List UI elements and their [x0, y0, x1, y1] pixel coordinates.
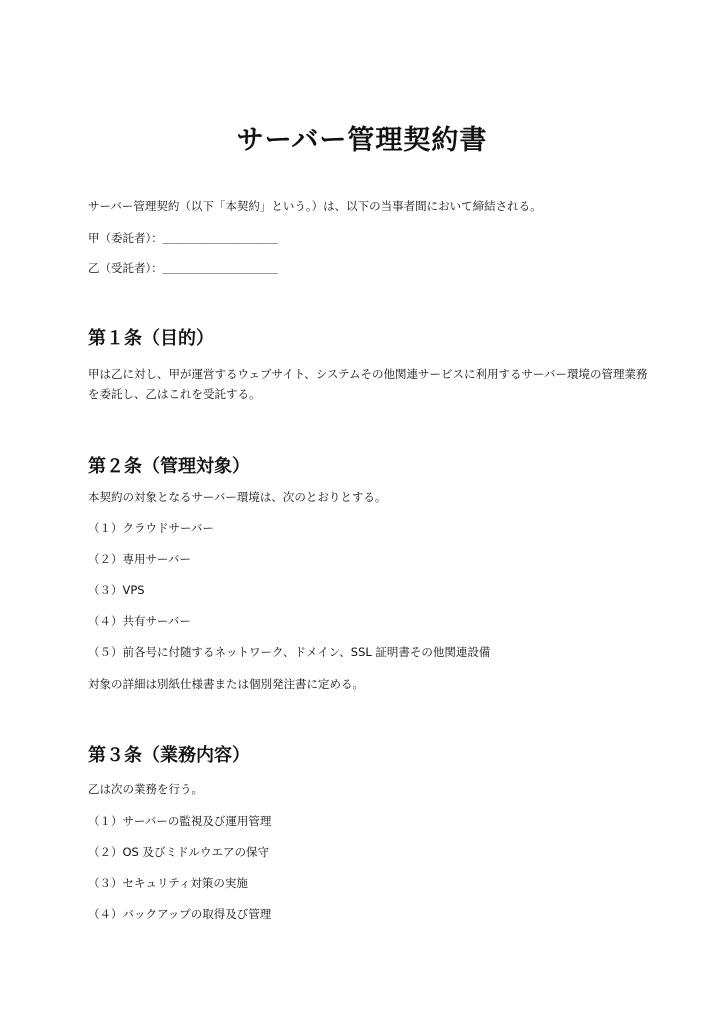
- article-3-item-1: （１）サーバーの監視及び運用管理: [88, 814, 272, 828]
- article-2-item-4: （４）共有サーバー: [88, 614, 191, 628]
- article-1-body: 甲は乙に対し、甲が運営するウェブサイト、システムその他関連サービスに利用するサーバー環境の管理業務を委託し、乙はこれを受託する。: [88, 367, 648, 401]
- article-2-tail: 対象の詳細は別紙仕様書または個別発注書に定める。: [88, 677, 364, 691]
- article-3-item-3: （３）セキュリティ対策の実施: [88, 876, 248, 890]
- article-2-lead: 本契約の対象となるサーバー環境は、次のとおりとする。: [88, 490, 387, 504]
- article-3-lead: 乙は次の業務を行う。: [88, 782, 203, 796]
- article-2-item-2: （２）専用サーバー: [88, 552, 191, 566]
- article-2-item-5: （５）前各号に付随するネットワーク、ドメイン、SSL 証明書その他関連設備: [88, 645, 491, 659]
- article-3-heading: 第３条（業務内容）: [88, 745, 250, 766]
- party-a-line: 甲（委託者）：＿＿＿＿＿＿＿＿＿＿: [88, 231, 278, 245]
- party-b-line: 乙（受託者）：＿＿＿＿＿＿＿＿＿＿: [88, 261, 278, 275]
- article-2-item-1: （１）クラウドサーバー: [88, 521, 214, 535]
- article-1-heading: 第１条（目的）: [88, 328, 214, 349]
- intro-text: サーバー管理契約（以下「本契約」という。）は、以下の当事者間において締結される。: [88, 199, 542, 213]
- article-2-heading: 第２条（管理対象）: [88, 456, 250, 477]
- document-title: サーバー管理契約書: [236, 125, 488, 156]
- article-2-item-3: （３）VPS: [88, 583, 145, 597]
- article-3-item-2: （２）OS 及びミドルウエアの保守: [88, 845, 270, 859]
- article-3-item-4: （４）バックアップの取得及び管理: [88, 907, 272, 921]
